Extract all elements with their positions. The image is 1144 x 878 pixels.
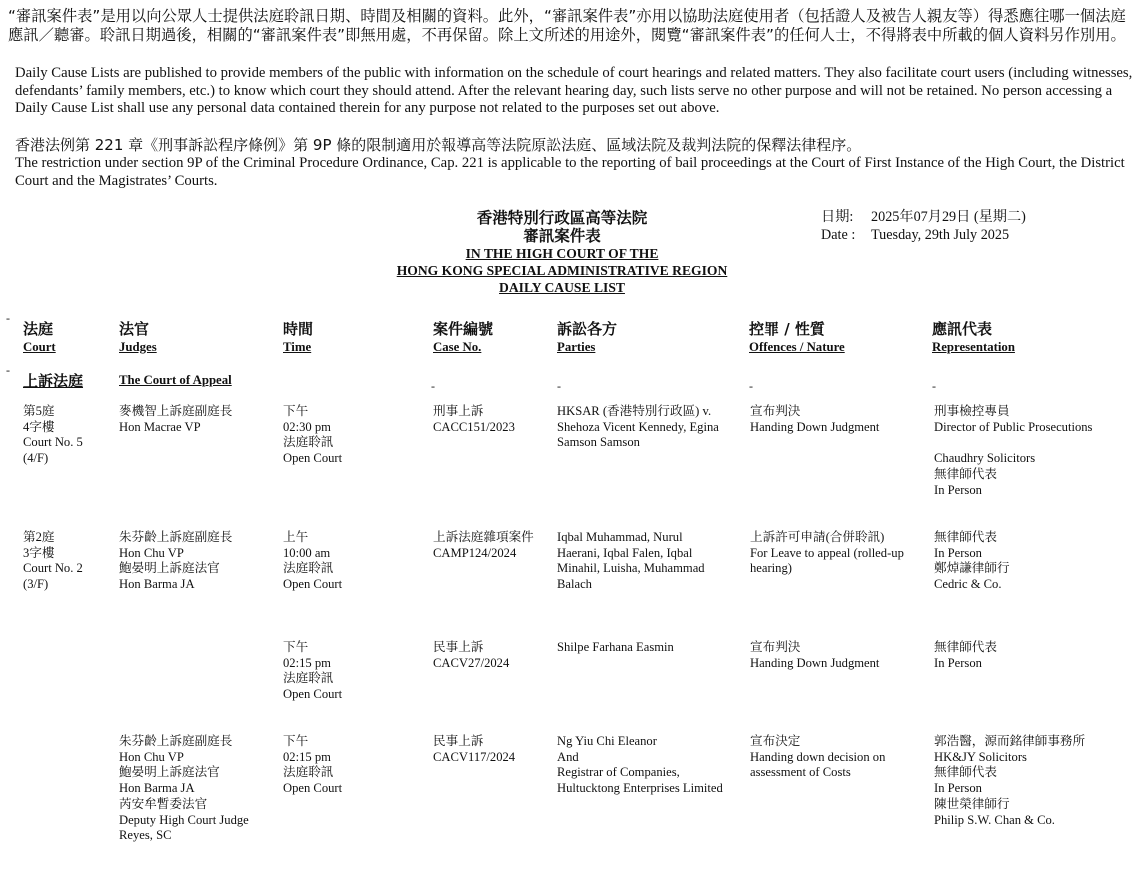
column-header-zh: 法庭 (23, 320, 54, 338)
column-header-zh: 控罪 / 性質 (749, 320, 825, 338)
column-header-zh: 案件編號 (433, 320, 494, 338)
date-value-zh: 2025年07月29日 (星期二) (871, 209, 1026, 225)
column-header-representation (932, 320, 1015, 355)
date-value-en: Tuesday, 29th July 2025 (871, 227, 1010, 243)
row2-representation: 無律師代表 In Person 鄭焯謙律師行 Cedric & Co. (934, 530, 1010, 592)
restriction-english: The restriction under section 9P of the Criminal Procedure Ordinance, Cap. 221 is applicable to the reporting of bail proceedings at the Court of First Instance of the High Court, the District Court and the Magistrates’ Courts. (15, 155, 1125, 189)
date-label-zh: 日期: (821, 209, 854, 225)
header-line-3: DAILY CAUSE LIST (499, 280, 625, 295)
column-header-en: Judges (119, 340, 157, 354)
column-header-case-no (433, 320, 493, 355)
row3-representation: 無律師代表 In Person (934, 640, 997, 670)
column-header-zh: 應訊代表 (932, 320, 993, 338)
restriction-chinese: 香港法例第 221 章《刑事訴訟程序條例》第 9P 條的限制適用於報導高等法院原訟法庭、區域法院及裁判法院的保釋法律程序。 (15, 136, 862, 154)
notice-chinese: “審訊案件表”是用以向公眾人士提供法庭聆訊日期、時間及相關的資料。此外，“審訊案件表”亦用以協助法庭使用者（包括證人及被告人親友等）得悉應往哪一個法庭應訊／聽審。聆訊日期過後，相關的“審訊案件表”即無用處，不再保留。除上文所述的用途外，閱覽“審訊案件表”的任何人士，不得將表中所載的個人資料另作別用。 (8, 7, 1126, 44)
court-section-title-en: The Court of Appeal (119, 373, 232, 387)
header-line-2: HONG KONG SPECIAL ADMINISTRATIVE REGION (396, 263, 728, 278)
row2-parties: Iqbal Muhammad, Nurul Haerani, Iqbal Falen, Iqbal Minahil, Luisha, Muhammad Balach (557, 530, 705, 592)
column-header-court (23, 320, 56, 355)
column-header-en: Time (283, 340, 312, 354)
row3-case-no: 民事上訴 CACV27/2024 (433, 640, 510, 670)
row1-nature: 宣布判決 Handing Down Judgment (750, 404, 880, 434)
placeholder-dash: - (431, 379, 435, 393)
court-section-title-zh: 上訴法庭 (23, 372, 84, 390)
row2-judges: 朱芬齡上訴庭副庭長 Hon Chu VP 鮑晏明上訴庭法官 Hon Barma JA (119, 530, 233, 592)
row1-representation: 刑事檢控專員 Director of Public Prosecutions Chaudhry Solicitors 無律師代表 In Person (934, 404, 1093, 497)
placeholder-dash: - (749, 379, 753, 393)
separator-mark: - (6, 311, 10, 325)
row3-parties: Shilpe Farhana Easmin (557, 640, 674, 654)
row4-nature: 宣布決定 Handing down decision on assessment of Costs (750, 734, 886, 780)
row1-time: 下午 02:30 pm 法庭聆訊 Open Court (283, 404, 343, 466)
row2-time: 上午 10:00 am 法庭聆訊 Open Court (283, 530, 343, 592)
row4-judges: 朱芬齡上訴庭副庭長 Hon Chu VP 鮑晏明上訴庭法官 Hon Barma JA 芮安牟暫委法官 Deputy High Court Judge Reyes, SC (119, 734, 249, 843)
row3-time: 下午 02:15 pm 法庭聆訊 Open Court (283, 640, 343, 702)
header-court-name-zh: 香港特別行政區高等法院 (476, 209, 648, 227)
column-header-en: Parties (557, 340, 596, 354)
cause-list-header (350, 209, 774, 296)
header-line-1: IN THE HIGH COURT OF THE (465, 246, 659, 261)
row4-time: 下午 02:15 pm 法庭聆訊 Open Court (283, 734, 343, 796)
row2-case-no: 上訴法庭雜項案件 CAMP124/2024 (433, 530, 534, 560)
row1-parties: HKSAR (香港特別行政區) v. Shehoza Vicent Kennedy, Egina Samson Samson (557, 404, 719, 450)
header-list-name-zh: 審訊案件表 (523, 227, 601, 245)
row4-case-no: 民事上訴 CACV117/2024 (433, 734, 516, 764)
placeholder-dash: - (557, 379, 561, 393)
column-header-en: Court (23, 340, 56, 354)
row2-court: 第2庭 3字樓 Court No. 2 (3/F) (23, 530, 83, 592)
row2-nature: 上訴許可申請(合併聆訊) For Leave to appeal (rolled-up hearing) (750, 530, 904, 576)
separator-mark: - (6, 363, 10, 377)
row1-court: 第5庭 4字樓 Court No. 5 (4/F) (23, 404, 83, 466)
column-header-en: Case No. (433, 340, 482, 354)
row3-nature: 宣布判決 Handing Down Judgment (750, 640, 880, 670)
column-header-zh: 法官 (119, 320, 150, 338)
column-header-en: Representation (932, 340, 1015, 354)
notice-english: Daily Cause Lists are published to provide members of the public with information on the schedule of court hearings and related matters. They also facilitate court users (including witnesses, defendants’ family members, etc.) to know which court they should attend. After the relevant hearing day, such lists serve no other purpose and will not be retained. No person accessing a Daily Cause List shall use any personal data contained therein for any purpose not related to the purposes set out above. (15, 65, 1133, 117)
column-header-zh: 時間 (283, 320, 314, 338)
row4-parties: Ng Yiu Chi Eleanor And Registrar of Companies, Hultucktong Enterprises Limited (557, 734, 723, 796)
date-label-en: Date : (821, 227, 856, 243)
column-header-judges (119, 320, 157, 355)
column-header-time (283, 320, 313, 355)
column-header-offences (749, 320, 845, 355)
row4-representation: 郭浩醫，源而銘律師事務所 HK&JY Solicitors 無律師代表 In Person 陳世榮律師行 Philip S.W. Chan & Co. (934, 734, 1086, 827)
row1-case-no: 刑事上訴 CACC151/2023 (433, 404, 515, 434)
row1-judges: 麥機智上訴庭副庭長 Hon Macrae VP (119, 404, 233, 434)
column-header-zh: 訴訟各方 (557, 320, 618, 338)
column-header-parties (557, 320, 617, 355)
date-block (821, 208, 1026, 244)
column-header-en: Offences / Nature (749, 340, 845, 354)
placeholder-dash: - (932, 379, 936, 393)
